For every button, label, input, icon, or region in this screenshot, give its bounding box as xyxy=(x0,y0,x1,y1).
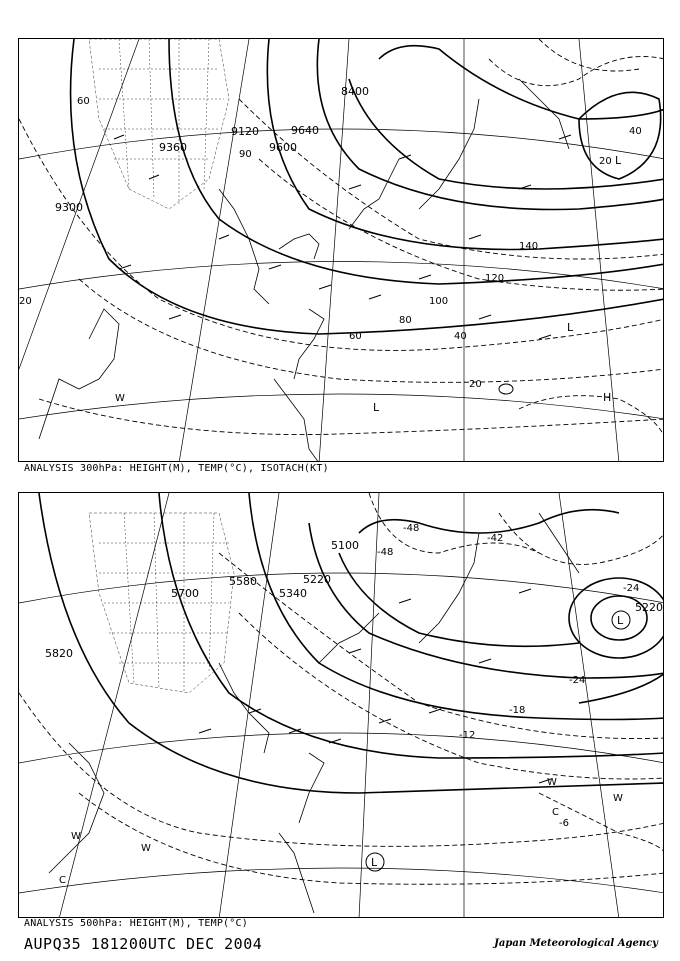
high-pressure-center: H xyxy=(603,391,612,404)
height-label: 5700 xyxy=(171,587,199,600)
warm-marker: W xyxy=(141,843,151,854)
isotach-label: 20 xyxy=(469,379,482,390)
isotach-label: 40 xyxy=(454,331,467,342)
warm-marker: W xyxy=(547,777,557,788)
isotach-label: 100 xyxy=(429,296,449,307)
cold-marker: C xyxy=(552,807,559,818)
low-pressure-center: L xyxy=(373,401,380,414)
low-pressure-center: L xyxy=(371,856,378,869)
height-label: 5220 xyxy=(635,601,663,614)
hatch-region xyxy=(89,513,234,693)
height-label: 9360 xyxy=(159,141,187,154)
warm-marker: W xyxy=(71,831,81,842)
isotach-label: 40 xyxy=(629,126,642,137)
temp-label: -18 xyxy=(509,705,526,716)
wind-barbs xyxy=(114,135,571,339)
height-label: 5820 xyxy=(45,647,73,660)
height-label: 5580 xyxy=(229,575,257,588)
temp-label: -48 xyxy=(403,523,420,534)
temp-label: -6 xyxy=(559,818,569,829)
isotach-label: 20 xyxy=(19,296,32,307)
temp-label: -12 xyxy=(459,730,476,741)
height-label: 9600 xyxy=(269,141,297,154)
caption-300hpa: ANALYSIS 300hPa: HEIGHT(M), TEMP(°C), ISOTACH(KT) xyxy=(24,463,329,474)
warm-marker: W xyxy=(115,393,125,404)
height-label: 9120 xyxy=(231,125,259,138)
height-label: 5220 xyxy=(303,573,331,586)
height-label: 5100 xyxy=(331,539,359,552)
isotach-label: 90 xyxy=(239,149,252,160)
isotach-label: 120 xyxy=(485,273,505,284)
isotach-label: 60 xyxy=(349,331,362,342)
warm-marker: W xyxy=(613,793,623,804)
cold-marker: C xyxy=(59,875,66,886)
isotach-label: 60 xyxy=(77,96,90,107)
hatch-region xyxy=(89,39,229,209)
agency-credit: Japan Meteorological Agency xyxy=(494,938,658,949)
product-id: AUPQ35 181200UTC DEC 2004 xyxy=(24,935,263,953)
labels-300 xyxy=(19,85,642,414)
temp-label: -24 xyxy=(623,583,640,594)
low-pressure-center: L xyxy=(617,614,624,627)
height-label: 8400 xyxy=(341,85,369,98)
labels-500 xyxy=(45,523,663,886)
caption-500hpa: ANALYSIS 500hPa: HEIGHT(M), TEMP(°C) xyxy=(24,918,248,929)
isotach-label: 20 xyxy=(599,156,612,167)
low-pressure-center: L xyxy=(567,321,574,334)
height-contours xyxy=(71,39,664,334)
chart-500hpa xyxy=(18,492,664,918)
isotach-min-circle xyxy=(499,384,513,394)
isotach-label: 80 xyxy=(399,315,412,326)
map-300hpa xyxy=(19,39,664,462)
low-pressure-center: L xyxy=(615,154,622,167)
height-label: 5340 xyxy=(279,587,307,600)
temp-label: -42 xyxy=(487,533,504,544)
isotach-label: 140 xyxy=(519,241,539,252)
height-label: 9300 xyxy=(55,201,83,214)
map-500hpa xyxy=(19,493,664,918)
temp-label: -24 xyxy=(569,675,586,686)
temp-label: -48 xyxy=(377,547,394,558)
chart-300hpa xyxy=(18,38,664,462)
height-label: 9640 xyxy=(291,124,319,137)
